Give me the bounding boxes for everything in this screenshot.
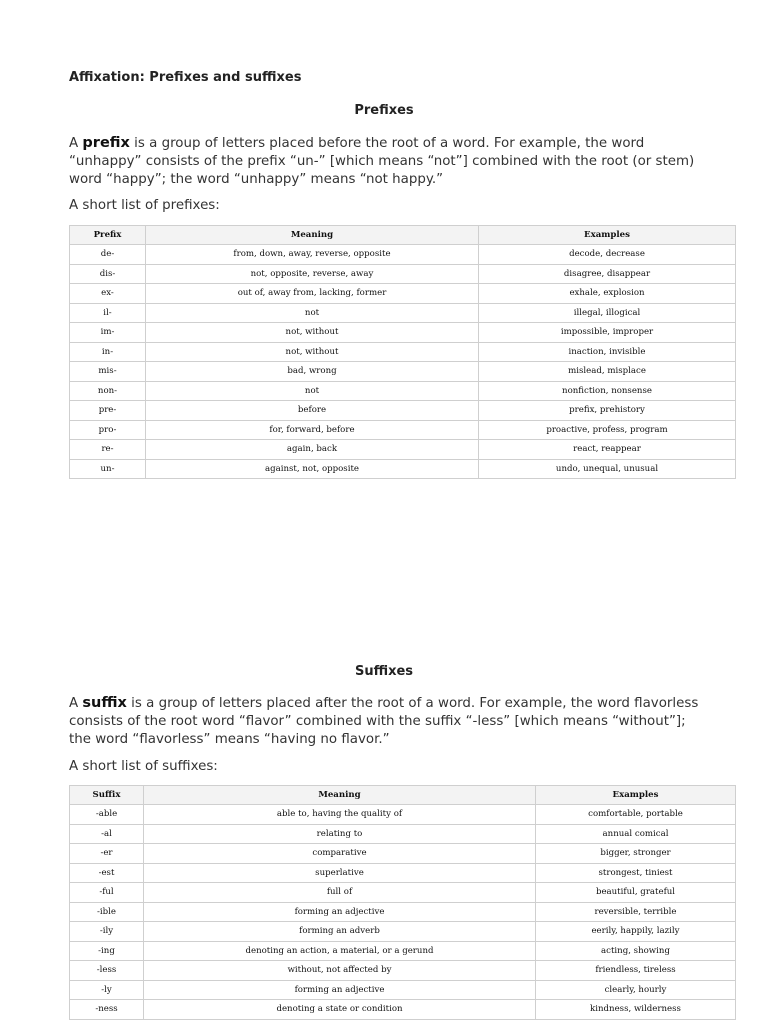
prefix-row xyxy=(70,264,736,284)
suffix-row xyxy=(70,1000,736,1020)
examples-cell: mislead, misplace xyxy=(479,362,736,382)
examples-cell: undo, unequal, unusual xyxy=(479,459,736,479)
meaning-cell: comparative xyxy=(144,844,536,864)
prefix-term: prefix xyxy=(82,135,130,151)
prefix-row xyxy=(70,381,736,401)
suffix-row xyxy=(70,805,736,825)
examples-cell: beautiful, grateful xyxy=(536,883,736,903)
examples-cell: exhale, explosion xyxy=(479,284,736,304)
suffix-cell: -al xyxy=(70,824,144,844)
prefix-row xyxy=(70,342,736,362)
suffix-row xyxy=(70,961,736,981)
suffix-cell: -less xyxy=(70,961,144,981)
prefix-row xyxy=(70,245,736,265)
meaning-cell: forming an adjective xyxy=(144,980,536,1000)
prefix-cell: un- xyxy=(70,459,146,479)
suffix-cell: -ful xyxy=(70,883,144,903)
prefix-cell: de- xyxy=(70,245,146,265)
meaning-cell: denoting an action, a material, or a gerund xyxy=(144,941,536,961)
meaning-cell: full of xyxy=(144,883,536,903)
header-examples: Examples xyxy=(479,226,736,245)
prefix-cell: pre- xyxy=(70,401,146,421)
prefixes-table xyxy=(69,225,736,479)
examples-cell: prefix, prehistory xyxy=(479,401,736,421)
prefix-row xyxy=(70,323,736,343)
meaning-cell: out of, away from, lacking, former xyxy=(146,284,479,304)
prefixes-paragraph xyxy=(69,134,709,189)
prefixes-header-row xyxy=(70,226,736,245)
suffix-row xyxy=(70,980,736,1000)
header-examples: Examples xyxy=(536,786,736,805)
header-meaning: Meaning xyxy=(144,786,536,805)
meaning-cell: not, without xyxy=(146,342,479,362)
prefixes-heading: Prefixes xyxy=(354,103,414,118)
examples-cell: nonfiction, nonsense xyxy=(479,381,736,401)
document-title: Affixation: Prefixes and suffixes xyxy=(69,70,302,85)
meaning-cell: superlative xyxy=(144,863,536,883)
prefix-cell: re- xyxy=(70,440,146,460)
prefix-row xyxy=(70,284,736,304)
meaning-cell: from, down, away, reverse, opposite xyxy=(146,245,479,265)
examples-cell: annual comical xyxy=(536,824,736,844)
examples-cell: clearly, hourly xyxy=(536,980,736,1000)
prefix-row xyxy=(70,420,736,440)
suffix-row xyxy=(70,844,736,864)
meaning-cell: forming an adjective xyxy=(144,902,536,922)
suffix-cell: -ness xyxy=(70,1000,144,1020)
meaning-cell: not, opposite, reverse, away xyxy=(146,264,479,284)
examples-cell: impossible, improper xyxy=(479,323,736,343)
meaning-cell: again, back xyxy=(146,440,479,460)
examples-cell: inaction, invisible xyxy=(479,342,736,362)
examples-cell: comfortable, portable xyxy=(536,805,736,825)
examples-cell: illegal, illogical xyxy=(479,303,736,323)
meaning-cell: forming an adverb xyxy=(144,922,536,942)
suffixes-para-post: is a group of letters placed after the root of a word. For example, the word flavorless consists of the root word “flavor” combined with the suffix “-less” [which means “without”]; the word “flavorless” means “having no flavor.” xyxy=(69,696,699,747)
suffix-row xyxy=(70,922,736,942)
prefix-row xyxy=(70,401,736,421)
suffix-cell: -ible xyxy=(70,902,144,922)
prefix-cell: im- xyxy=(70,323,146,343)
suffix-row xyxy=(70,863,736,883)
prefix-cell: in- xyxy=(70,342,146,362)
suffixes-heading: Suffixes xyxy=(354,664,414,679)
meaning-cell: against, not, opposite xyxy=(146,459,479,479)
suffix-cell: -ly xyxy=(70,980,144,1000)
meaning-cell: for, forward, before xyxy=(146,420,479,440)
prefix-row xyxy=(70,362,736,382)
prefix-row xyxy=(70,459,736,479)
meaning-cell: denoting a state or condition xyxy=(144,1000,536,1020)
header-meaning: Meaning xyxy=(146,226,479,245)
prefixes-list-intro: A short list of prefixes: xyxy=(69,198,220,213)
prefix-cell: dis- xyxy=(70,264,146,284)
suffixes-header-row xyxy=(70,786,736,805)
prefix-cell: pro- xyxy=(70,420,146,440)
meaning-cell: able to, having the quality of xyxy=(144,805,536,825)
prefix-cell: mis- xyxy=(70,362,146,382)
suffix-row xyxy=(70,941,736,961)
prefixes-para-pre: A xyxy=(69,136,83,151)
suffixes-table xyxy=(69,785,736,1020)
suffixes-para-pre: A xyxy=(69,696,83,711)
examples-cell: kindness, wilderness xyxy=(536,1000,736,1020)
header-prefix: Prefix xyxy=(70,226,146,245)
suffix-row xyxy=(70,883,736,903)
suffixes-paragraph xyxy=(69,694,709,749)
prefix-cell: ex- xyxy=(70,284,146,304)
suffix-cell: -er xyxy=(70,844,144,864)
suffix-row xyxy=(70,902,736,922)
header-suffix: Suffix xyxy=(70,786,144,805)
examples-cell: proactive, profess, program xyxy=(479,420,736,440)
examples-cell: disagree, disappear xyxy=(479,264,736,284)
examples-cell: friendless, tireless xyxy=(536,961,736,981)
prefix-row xyxy=(70,303,736,323)
prefixes-para-post: is a group of letters placed before the root of a word. For example, the word “unhappy” consists of the prefix “un-” [which means “not”] combined with the root (or stem) word “happy”; the word “unhappy” means “not happy.” xyxy=(69,136,695,187)
examples-cell: react, reappear xyxy=(479,440,736,460)
meaning-cell: relating to xyxy=(144,824,536,844)
meaning-cell: bad, wrong xyxy=(146,362,479,382)
suffix-cell: -ing xyxy=(70,941,144,961)
suffix-cell: -ily xyxy=(70,922,144,942)
suffixes-list-intro: A short list of suffixes: xyxy=(69,759,218,774)
meaning-cell: without, not affected by xyxy=(144,961,536,981)
suffix-row xyxy=(70,824,736,844)
examples-cell: eerily, happily, lazily xyxy=(536,922,736,942)
meaning-cell: not xyxy=(146,381,479,401)
suffix-term: suffix xyxy=(82,695,127,711)
examples-cell: bigger, stronger xyxy=(536,844,736,864)
meaning-cell: not, without xyxy=(146,323,479,343)
examples-cell: acting, showing xyxy=(536,941,736,961)
suffix-cell: -able xyxy=(70,805,144,825)
meaning-cell: before xyxy=(146,401,479,421)
prefix-cell: non- xyxy=(70,381,146,401)
suffix-cell: -est xyxy=(70,863,144,883)
examples-cell: strongest, tiniest xyxy=(536,863,736,883)
prefix-cell: il- xyxy=(70,303,146,323)
examples-cell: reversible, terrible xyxy=(536,902,736,922)
prefix-row xyxy=(70,440,736,460)
meaning-cell: not xyxy=(146,303,479,323)
examples-cell: decode, decrease xyxy=(479,245,736,265)
